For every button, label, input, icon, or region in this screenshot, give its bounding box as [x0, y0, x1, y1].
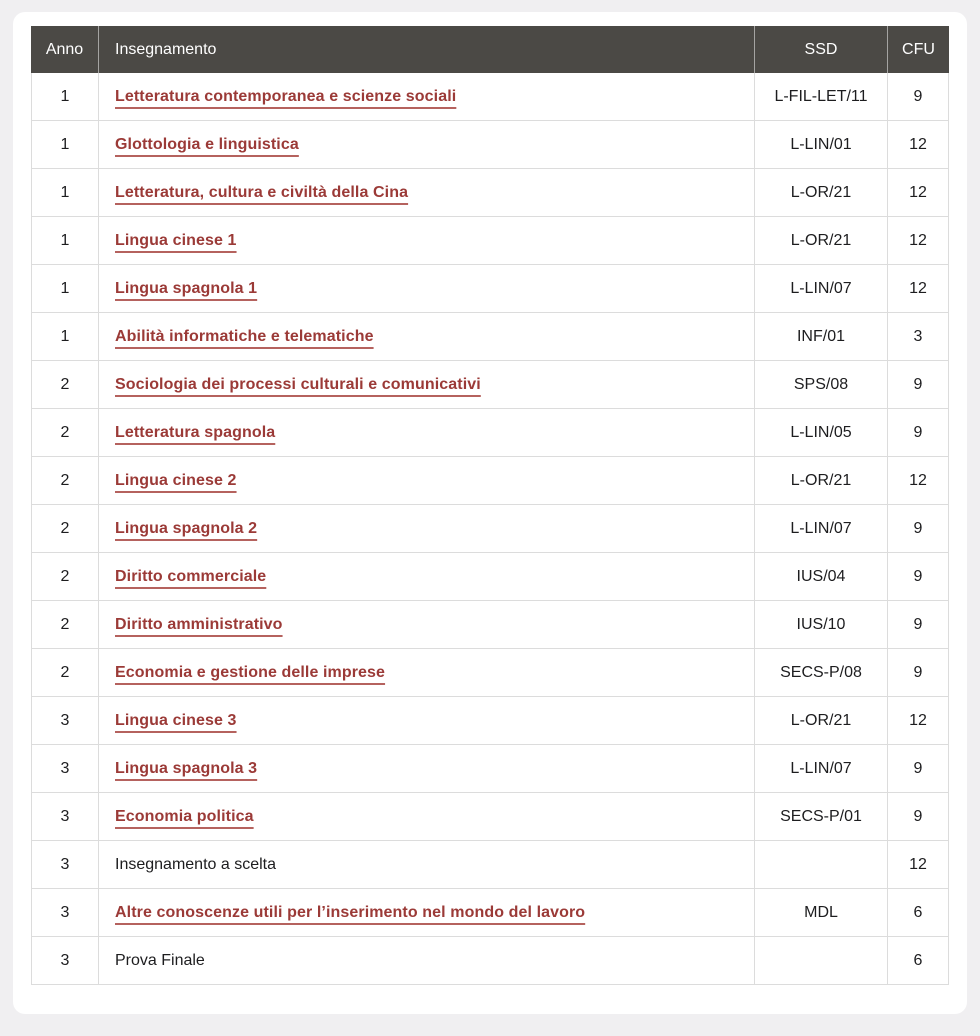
cell-anno: 2 [31, 361, 99, 409]
course-label: Insegnamento a scelta [115, 855, 276, 873]
cell-insegnamento [99, 73, 755, 121]
cell-ssd [755, 937, 888, 985]
cell-ssd: MDL [755, 889, 888, 937]
course-link[interactable]: Diritto amministrativo [115, 615, 283, 633]
cell-ssd [755, 841, 888, 889]
cell-ssd: L-OR/21 [755, 697, 888, 745]
cell-ssd: L-LIN/07 [755, 505, 888, 553]
course-link[interactable]: Altre conoscenze utili per l’inserimento nel mondo del lavoro [115, 903, 586, 921]
cell-ssd: SECS-P/08 [755, 649, 888, 697]
cell-insegnamento [99, 361, 755, 409]
course-link[interactable]: Lingua spagnola 1 [115, 279, 258, 297]
cell-anno: 1 [31, 121, 99, 169]
course-table [31, 26, 949, 985]
cell-cfu: 9 [888, 649, 949, 697]
cell-ssd: L-OR/21 [755, 169, 888, 217]
course-link[interactable]: Economia politica [115, 807, 254, 825]
cell-insegnamento [99, 841, 755, 889]
table-body [31, 73, 949, 985]
cell-cfu: 12 [888, 457, 949, 505]
cell-anno: 3 [31, 697, 99, 745]
course-label: Prova Finale [115, 951, 205, 969]
cell-cfu: 9 [888, 553, 949, 601]
cell-insegnamento [99, 457, 755, 505]
cell-insegnamento [99, 649, 755, 697]
cell-ssd: INF/01 [755, 313, 888, 361]
cell-anno: 3 [31, 937, 99, 985]
table-row [31, 217, 949, 265]
cell-cfu: 6 [888, 889, 949, 937]
table-row [31, 361, 949, 409]
course-link[interactable]: Abilità informatiche e telematiche [115, 327, 374, 345]
course-link[interactable]: Lingua spagnola 2 [115, 519, 258, 537]
table-header [31, 26, 949, 73]
cell-ssd: L-FIL-LET/11 [755, 73, 888, 121]
course-link[interactable]: Letteratura spagnola [115, 423, 276, 441]
course-link[interactable]: Sociologia dei processi culturali e comunicativi [115, 375, 481, 393]
table-row [31, 457, 949, 505]
cell-cfu: 12 [888, 265, 949, 313]
cell-insegnamento [99, 601, 755, 649]
cell-anno: 3 [31, 841, 99, 889]
cell-cfu: 9 [888, 73, 949, 121]
table-row [31, 649, 949, 697]
cell-ssd: IUS/10 [755, 601, 888, 649]
cell-anno: 1 [31, 217, 99, 265]
cell-cfu: 9 [888, 361, 949, 409]
cell-anno: 1 [31, 169, 99, 217]
course-link[interactable]: Lingua spagnola 3 [115, 759, 258, 777]
cell-cfu: 3 [888, 313, 949, 361]
cell-insegnamento [99, 793, 755, 841]
table-row [31, 121, 949, 169]
course-link[interactable]: Lingua cinese 2 [115, 471, 237, 489]
table-row [31, 265, 949, 313]
cell-cfu: 12 [888, 841, 949, 889]
table-row [31, 313, 949, 361]
table-row [31, 697, 949, 745]
cell-anno: 3 [31, 889, 99, 937]
table-header-row [31, 26, 949, 73]
cell-insegnamento [99, 313, 755, 361]
cell-cfu: 9 [888, 409, 949, 457]
cell-anno: 1 [31, 313, 99, 361]
cell-insegnamento [99, 889, 755, 937]
course-link[interactable]: Letteratura contemporanea e scienze sociali [115, 87, 457, 105]
cell-insegnamento [99, 217, 755, 265]
header-cfu: CFU [888, 26, 949, 73]
course-link[interactable]: Lingua cinese 3 [115, 711, 237, 729]
cell-ssd: SPS/08 [755, 361, 888, 409]
cell-insegnamento [99, 169, 755, 217]
header-insegnamento: Insegnamento [99, 26, 755, 73]
course-link[interactable]: Economia e gestione delle imprese [115, 663, 386, 681]
cell-anno: 2 [31, 649, 99, 697]
cell-anno: 3 [31, 793, 99, 841]
cell-insegnamento [99, 409, 755, 457]
table-row [31, 553, 949, 601]
cell-cfu: 12 [888, 697, 949, 745]
cell-ssd: L-OR/21 [755, 457, 888, 505]
table-row [31, 409, 949, 457]
cell-cfu: 6 [888, 937, 949, 985]
cell-cfu: 9 [888, 601, 949, 649]
cell-ssd: L-LIN/01 [755, 121, 888, 169]
cell-cfu: 9 [888, 505, 949, 553]
table-row [31, 841, 949, 889]
course-link[interactable]: Lingua cinese 1 [115, 231, 237, 249]
cell-cfu: 9 [888, 793, 949, 841]
cell-ssd: L-OR/21 [755, 217, 888, 265]
table-row [31, 937, 949, 985]
cell-cfu: 12 [888, 121, 949, 169]
cell-anno: 3 [31, 745, 99, 793]
cell-anno: 1 [31, 73, 99, 121]
cell-anno: 2 [31, 553, 99, 601]
cell-cfu: 12 [888, 169, 949, 217]
course-link[interactable]: Diritto commerciale [115, 567, 267, 585]
cell-insegnamento [99, 505, 755, 553]
cell-insegnamento [99, 553, 755, 601]
table-row [31, 169, 949, 217]
cell-insegnamento [99, 745, 755, 793]
table-row [31, 505, 949, 553]
table-row [31, 889, 949, 937]
header-anno: Anno [31, 26, 99, 73]
cell-ssd: IUS/04 [755, 553, 888, 601]
cell-insegnamento [99, 697, 755, 745]
cell-ssd: L-LIN/07 [755, 265, 888, 313]
cell-cfu: 9 [888, 745, 949, 793]
course-link[interactable]: Letteratura, cultura e civiltà della Cina [115, 183, 409, 201]
table-row [31, 601, 949, 649]
table-row [31, 745, 949, 793]
course-table-card [13, 12, 967, 1014]
header-ssd: SSD [755, 26, 888, 73]
cell-ssd: L-LIN/05 [755, 409, 888, 457]
cell-anno: 2 [31, 409, 99, 457]
cell-anno: 2 [31, 601, 99, 649]
cell-insegnamento [99, 121, 755, 169]
cell-ssd: SECS-P/01 [755, 793, 888, 841]
table-row [31, 793, 949, 841]
cell-anno: 2 [31, 505, 99, 553]
cell-anno: 2 [31, 457, 99, 505]
cell-insegnamento [99, 265, 755, 313]
cell-ssd: L-LIN/07 [755, 745, 888, 793]
table-row [31, 73, 949, 121]
cell-anno: 1 [31, 265, 99, 313]
cell-cfu: 12 [888, 217, 949, 265]
cell-insegnamento [99, 937, 755, 985]
course-link[interactable]: Glottologia e linguistica [115, 135, 299, 153]
